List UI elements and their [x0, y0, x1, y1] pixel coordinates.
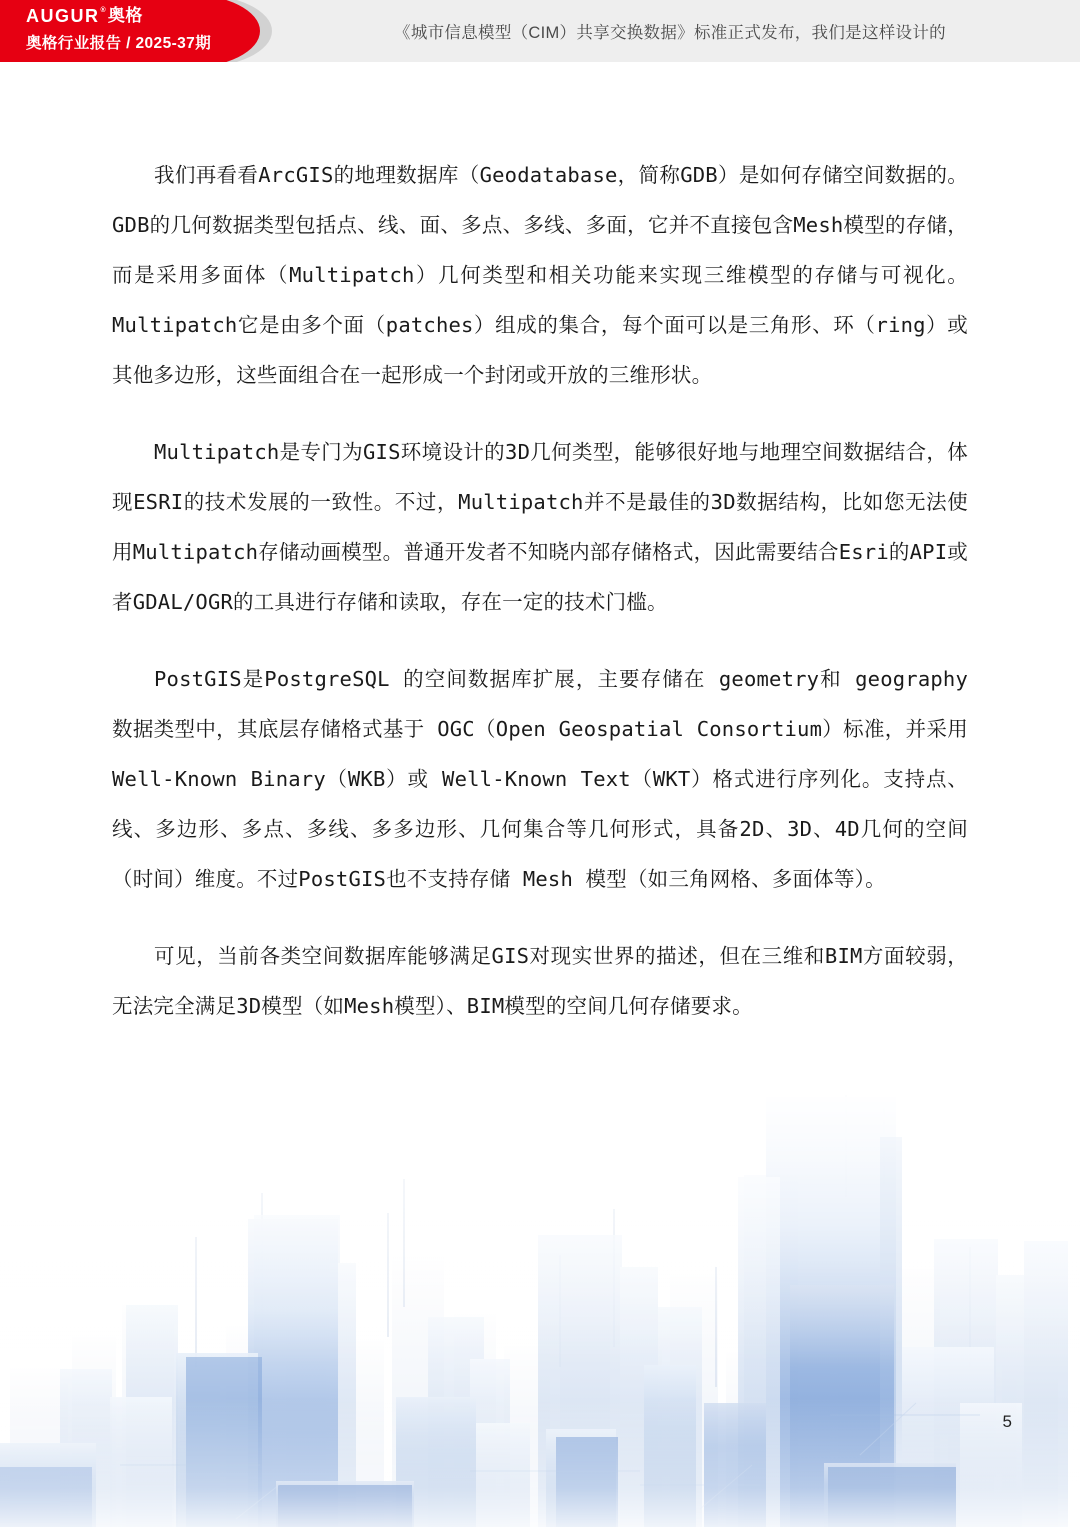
city-skyline-svg: [0, 1067, 1080, 1527]
logo-wordmark: [26, 6, 211, 26]
report-series-label: 奥格行业报告 / 2025-37期: [26, 35, 212, 52]
body-paragraph: PostGIS是PostgreSQL 的空间数据库扩展，主要存储在 geometry和 geography数据类型中，其底层存储格式基于 OGC（Open Geospatial Consortium）标准，并采用 Well-Known Binary（WKB）或 Well-Known Text（WKT）格式进行序列化。支持点、线、多边形、多点、多线、多多边形、几何集合等几何形式，具备2D、3D、4D几何的空间（时间）维度。不过PostGIS也不支持存储 Mesh 模型（如三角网格、多面体等）。: [112, 667, 968, 891]
logo-latin-text: AUGUR: [26, 6, 100, 26]
logo-chinese-text: 奥格: [107, 6, 143, 25]
document-body: [112, 150, 968, 1058]
city-skyline-illustration: [0, 1067, 1080, 1527]
body-paragraph: 我们再看看ArcGIS的地理数据库（Geodatabase，简称GDB）是如何存储空间数据的。GDB的几何数据类型包括点、线、面、多点、多线、多面，它并不直接包含Mesh模型的存储，而是采用多面体（Multipatch）几何类型和相关功能来实现三维模型的存储与可视化。Multipatch它是由多个面（patches）组成的集合，每个面可以是三角形、环（ring）或其他多边形，这些面组合在一起形成一个封闭或开放的三维形状。: [112, 163, 968, 387]
header-article-title: 《城市信息模型（CIM）共享交换数据》标准正式发布，我们是这样设计的: [394, 24, 946, 42]
body-paragraph: Multipatch是专门为GIS环境设计的3D几何类型，能够很好地与地理空间数据结合，体现ESRI的技术发展的一致性。不过，Multipatch并不是最佳的3D数据结构，比如您无法使用Multipatch存储动画模型。普通开发者不知晓内部存储格式，因此需要结合Esri的API或者GDAL/OGR的工具进行存储和读取，存在一定的技术门槛。: [112, 440, 968, 614]
page-header: [0, 0, 1080, 62]
body-paragraph: 可见，当前各类空间数据库能够满足GIS对现实世界的描述，但在三维和BIM方面较弱，无法完全满足3D模型（如Mesh模型）、BIM模型的空间几何存储要求。: [112, 944, 968, 1018]
page-number: 5: [1002, 1412, 1012, 1431]
brand-logo: [26, 6, 211, 53]
registered-trademark-icon: ®: [100, 7, 107, 14]
